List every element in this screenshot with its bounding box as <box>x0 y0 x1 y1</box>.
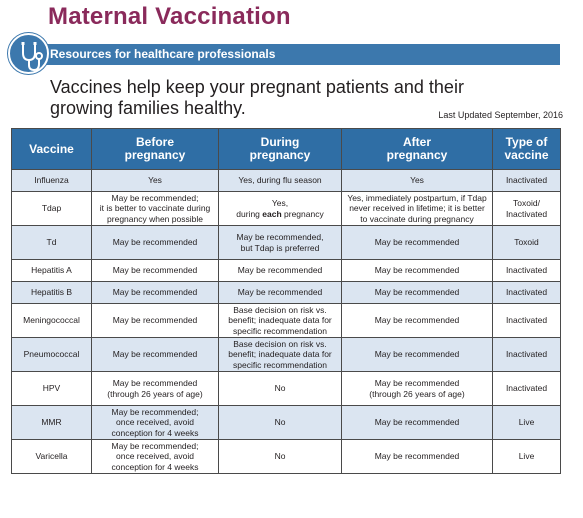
headline-line-2: growing families healthy. <box>50 98 246 118</box>
table-row <box>12 372 561 406</box>
table-row <box>12 338 561 372</box>
vaccine-type-cell <box>493 338 561 372</box>
cell-text: (through 26 years of age) <box>107 388 203 399</box>
cell-text: pregnancy when possible <box>107 213 203 224</box>
cell-text: Inactivated <box>505 315 548 326</box>
cell-text: Tdap <box>41 203 62 214</box>
cell-text: Hepatitis A <box>31 265 72 276</box>
cell-text: Inactivated <box>505 175 548 186</box>
vaccine-name-cell <box>12 406 92 440</box>
header-text: Before <box>135 135 174 149</box>
cell-text: Base decision on risk vs. <box>233 304 327 315</box>
cell-text: Toxoid <box>514 237 539 248</box>
cell-text: May be recommended <box>112 349 198 360</box>
header-text: Vaccine <box>29 141 74 156</box>
vaccine-name-cell <box>12 440 92 474</box>
before-pregnancy-cell <box>92 440 219 474</box>
vaccine-name-cell <box>12 338 92 372</box>
cell-text: May be recommended <box>374 287 460 298</box>
during-pregnancy-cell <box>219 192 342 226</box>
during-pregnancy-cell <box>219 226 342 260</box>
header-text: vaccine <box>504 148 549 162</box>
during-pregnancy-cell <box>219 282 342 304</box>
cell-text: benefit; inadequate data for <box>228 315 332 326</box>
vaccine-name-cell <box>12 170 92 192</box>
cell-text: No <box>274 383 286 394</box>
vaccine-type-cell <box>493 304 561 338</box>
during-pregnancy-cell <box>219 304 342 338</box>
header-text: pregnancy <box>249 148 311 162</box>
table-row <box>12 226 561 260</box>
cell-text: May be recommended <box>237 265 323 276</box>
table-row <box>12 192 561 226</box>
after-pregnancy-cell <box>342 440 493 474</box>
before-pregnancy-cell <box>92 338 219 372</box>
banner-label: Resources for healthcare professionals <box>50 47 276 61</box>
cell-text: Live <box>518 417 535 428</box>
cell-text: Pneumococcal <box>23 349 80 360</box>
vaccine-name-cell <box>12 304 92 338</box>
table-row <box>12 170 561 192</box>
table-body <box>12 170 561 474</box>
header-text: pregnancy <box>386 148 448 162</box>
table-row <box>12 406 561 440</box>
cell-text: conception for 4 weeks <box>111 427 199 438</box>
cell-text: MMR <box>41 417 62 428</box>
after-pregnancy-cell <box>342 170 493 192</box>
cell-text: May be recommended; <box>111 406 199 417</box>
vaccine-name-cell <box>12 192 92 226</box>
cell-text: once received, avoid <box>116 417 194 428</box>
vaccine-type-cell <box>493 282 561 304</box>
after-pregnancy-cell <box>342 304 493 338</box>
cell-text: May be recommended <box>374 315 460 326</box>
cell-text: Base decision on risk vs. <box>233 338 327 349</box>
vaccine-name-cell <box>12 282 92 304</box>
vaccine-type-cell <box>493 440 561 474</box>
after-pregnancy-cell <box>342 338 493 372</box>
header-text: Type of <box>505 135 548 149</box>
table-row <box>12 282 561 304</box>
cell-text: Toxoid/ <box>513 198 540 208</box>
last-updated: Last Updated September, 2016 <box>438 110 563 120</box>
during-pregnancy-cell <box>219 406 342 440</box>
cell-text: May be recommended <box>237 287 323 298</box>
vaccine-type-cell <box>493 192 561 226</box>
cell-text: specific recommendation <box>232 325 327 336</box>
after-pregnancy-cell <box>342 372 493 406</box>
cell-text: Live <box>518 451 535 462</box>
cell-text: Td <box>46 237 57 248</box>
vaccine-name-cell <box>12 226 92 260</box>
before-pregnancy-cell <box>92 260 219 282</box>
page-title: Maternal Vaccination <box>48 3 291 30</box>
cell-text: May be recommended <box>374 349 460 360</box>
cell-text: Yes, <box>271 198 289 208</box>
vaccine-type-cell <box>493 406 561 440</box>
cell-text: Influenza <box>34 175 69 186</box>
cell-text: Yes <box>148 175 162 186</box>
before-pregnancy-cell <box>92 304 219 338</box>
during-pregnancy-cell <box>219 260 342 282</box>
table-row <box>12 304 561 338</box>
after-pregnancy-cell <box>342 282 493 304</box>
cell-text: May be recommended <box>112 287 198 298</box>
vaccine-name-cell <box>12 372 92 406</box>
vaccination-table <box>11 128 561 474</box>
cell-text: No <box>274 451 286 462</box>
during-pregnancy-cell <box>219 338 342 372</box>
cell-text: conception for 4 weeks <box>111 461 199 472</box>
after-pregnancy-cell <box>342 406 493 440</box>
during-pregnancy-cell <box>219 170 342 192</box>
header-text: After <box>402 135 431 149</box>
cell-text: Inactivated <box>505 265 548 276</box>
before-pregnancy-cell <box>92 226 219 260</box>
cell-text: May be recommended <box>112 378 198 388</box>
cell-text: Inactivated <box>505 287 548 298</box>
before-pregnancy-cell <box>92 406 219 440</box>
cell-text: Yes, during flu season <box>238 175 322 186</box>
cell-text: never received in lifetime; it is better <box>349 203 485 214</box>
cell-text: Meningococcal <box>23 315 80 326</box>
cell-text: May be recommended <box>374 378 460 388</box>
cell-text: Inactivated <box>505 208 548 219</box>
after-pregnancy-cell <box>342 192 493 226</box>
cell-text: to vaccinate during pregnancy <box>360 213 474 224</box>
after-pregnancy-cell <box>342 226 493 260</box>
cell-text: May be recommended <box>112 315 198 326</box>
cell-text: HPV <box>42 383 61 394</box>
before-pregnancy-cell <box>92 282 219 304</box>
cell-text: specific recommendation <box>232 359 327 370</box>
cell-text: May be recommended <box>112 265 198 276</box>
cell-text: May be recommended <box>374 417 460 428</box>
header-type-of-vaccine <box>493 129 561 170</box>
before-pregnancy-cell <box>92 170 219 192</box>
table-row <box>12 260 561 282</box>
cell-text: but Tdap is preferred <box>240 242 320 253</box>
header-during-pregnancy <box>219 129 342 170</box>
before-pregnancy-cell <box>92 192 219 226</box>
cell-text: (through 26 years of age) <box>369 388 465 399</box>
vaccine-type-cell <box>493 372 561 406</box>
cell-text: May be recommended <box>374 237 460 248</box>
header-text: During <box>260 135 300 149</box>
table-header-row <box>12 129 561 170</box>
cell-text: benefit; inadequate data for <box>228 349 332 360</box>
header-before-pregnancy <box>92 129 219 170</box>
header-vaccine <box>12 129 92 170</box>
vaccine-type-cell <box>493 226 561 260</box>
cell-text: May be recommended; <box>111 192 199 203</box>
cell-text: May be recommended <box>374 451 460 462</box>
vaccine-type-cell <box>493 260 561 282</box>
cell-text: during each pregnancy <box>236 208 324 219</box>
vaccine-type-cell <box>493 170 561 192</box>
cell-text: Inactivated <box>505 383 548 394</box>
cell-text: No <box>274 417 286 428</box>
cell-text: once received, avoid <box>116 451 194 462</box>
cell-text: Hepatitis B <box>30 287 73 298</box>
cell-text: Inactivated <box>505 349 548 360</box>
header-after-pregnancy <box>342 129 493 170</box>
cell-text: May be recommended; <box>111 440 199 451</box>
cell-text: Yes, immediately postpartum, if Tdap <box>347 192 487 203</box>
during-pregnancy-cell <box>219 372 342 406</box>
vaccine-name-cell <box>12 260 92 282</box>
cell-text: Varicella <box>35 451 68 462</box>
stethoscope-icon <box>8 33 49 74</box>
after-pregnancy-cell <box>342 260 493 282</box>
cell-text: May be recommended <box>374 265 460 276</box>
before-pregnancy-cell <box>92 372 219 406</box>
cell-text: Yes <box>410 175 424 186</box>
table-row <box>12 440 561 474</box>
headline-line-1: Vaccines help keep your pregnant patients and their <box>50 77 464 97</box>
cell-text: May be recommended, <box>236 232 324 242</box>
header-text: pregnancy <box>124 148 186 162</box>
cell-text: it is better to vaccinate during <box>99 203 211 214</box>
cell-text: May be recommended <box>112 237 198 248</box>
during-pregnancy-cell <box>219 440 342 474</box>
